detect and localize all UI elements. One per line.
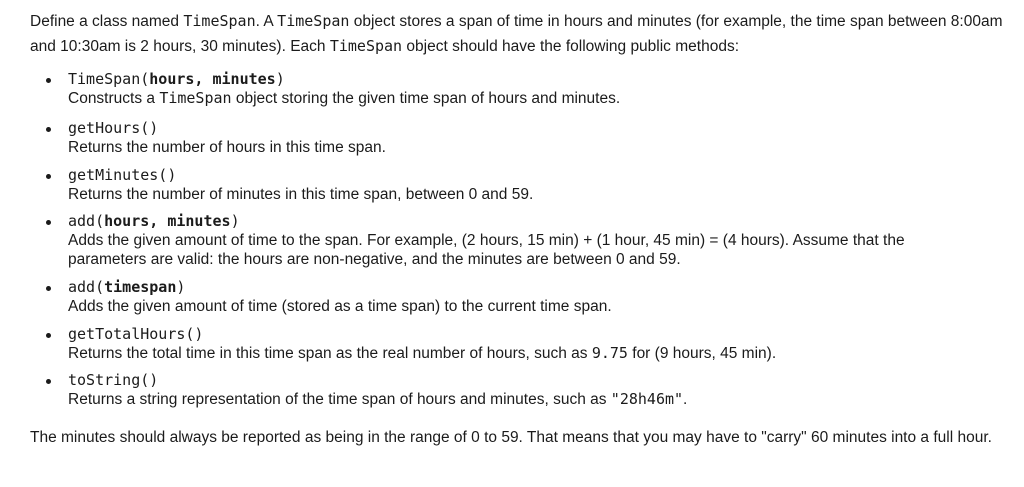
method-description: Adds the given amount of time to the span. For example, (2 hours, 15 min) + (1 hour, 45 min) = (4 hours). Assume that the parameters are valid: the hours are non-negative, and the minutes are between 0 and 59. [68,232,905,268]
method-name: add( [68,278,105,296]
bullet-icon [46,78,51,83]
desc-text: . [683,391,688,408]
class-name-code: TimeSpan [183,12,256,30]
list-item [0,211,968,269]
desc-code: TimeSpan [159,89,232,107]
intro-text-1: Define a class named [30,13,184,30]
method-description [68,89,968,108]
list-item [0,324,968,363]
method-signature [68,118,968,138]
method-description [68,390,968,409]
method-close-paren: ) [176,278,186,296]
method-name: toString() [68,371,159,389]
method-params: hours, minutes [149,70,276,88]
bullet-icon [46,220,51,225]
method-name: TimeSpan( [68,70,150,88]
method-description: Adds the given amount of time (stored as a time span) to the current time span. [68,298,612,315]
method-params: hours, minutes [104,212,231,230]
list-item [0,370,968,409]
desc-code: "28h46m" [610,390,684,408]
method-description [68,344,968,363]
method-name: getHours() [68,119,159,137]
list-item [0,118,968,157]
method-signature [68,165,968,185]
closing-paragraph: The minutes should always be reported as being in the range of 0 to 59. That means that you may have to "carry" 60 minutes into a full hour. [30,429,992,446]
list-item [0,69,968,108]
desc-code: 9.75 [591,344,628,362]
intro-text-3: object stores a span of time in hours and minutes (for example, the time span between 8:00am and 10:30am is 2 hours, 30 minutes). Each [30,13,1003,55]
bullet-icon [46,286,51,291]
method-name: add( [68,212,105,230]
desc-text: object storing the given time span of hours and minutes. [231,90,621,107]
method-description: Returns the number of minutes in this time span, between 0 and 59. [68,186,534,203]
class-name-code: TimeSpan [277,12,350,30]
desc-text: Constructs a [68,90,160,107]
method-signature [68,69,968,89]
bullet-icon [46,127,51,132]
class-name-code: TimeSpan [329,37,403,55]
intro-text-2: . A [255,13,278,30]
intro-text-4: object should have the following public methods: [402,38,739,55]
list-item [0,277,968,316]
method-description: Returns the number of hours in this time span. [68,139,386,156]
method-close-paren: ) [230,212,240,230]
method-signature [68,211,968,231]
intro-paragraph [30,9,1020,59]
method-signature [68,324,968,344]
method-signature [68,277,968,297]
method-signature [68,370,968,390]
method-name: getTotalHours() [68,325,204,343]
bullet-icon [46,174,51,179]
desc-text: for (9 hours, 45 min). [627,345,777,362]
bullet-icon [46,333,51,338]
method-name: getMinutes() [68,166,177,184]
method-params: timespan [104,278,177,296]
list-item [0,165,968,204]
bullet-icon [46,379,51,384]
method-close-paren: ) [275,70,285,88]
desc-text: Returns the total time in this time span as the real number of hours, such as [68,345,592,362]
desc-text: Returns a string representation of the time span of hours and minutes, such as [68,391,611,408]
